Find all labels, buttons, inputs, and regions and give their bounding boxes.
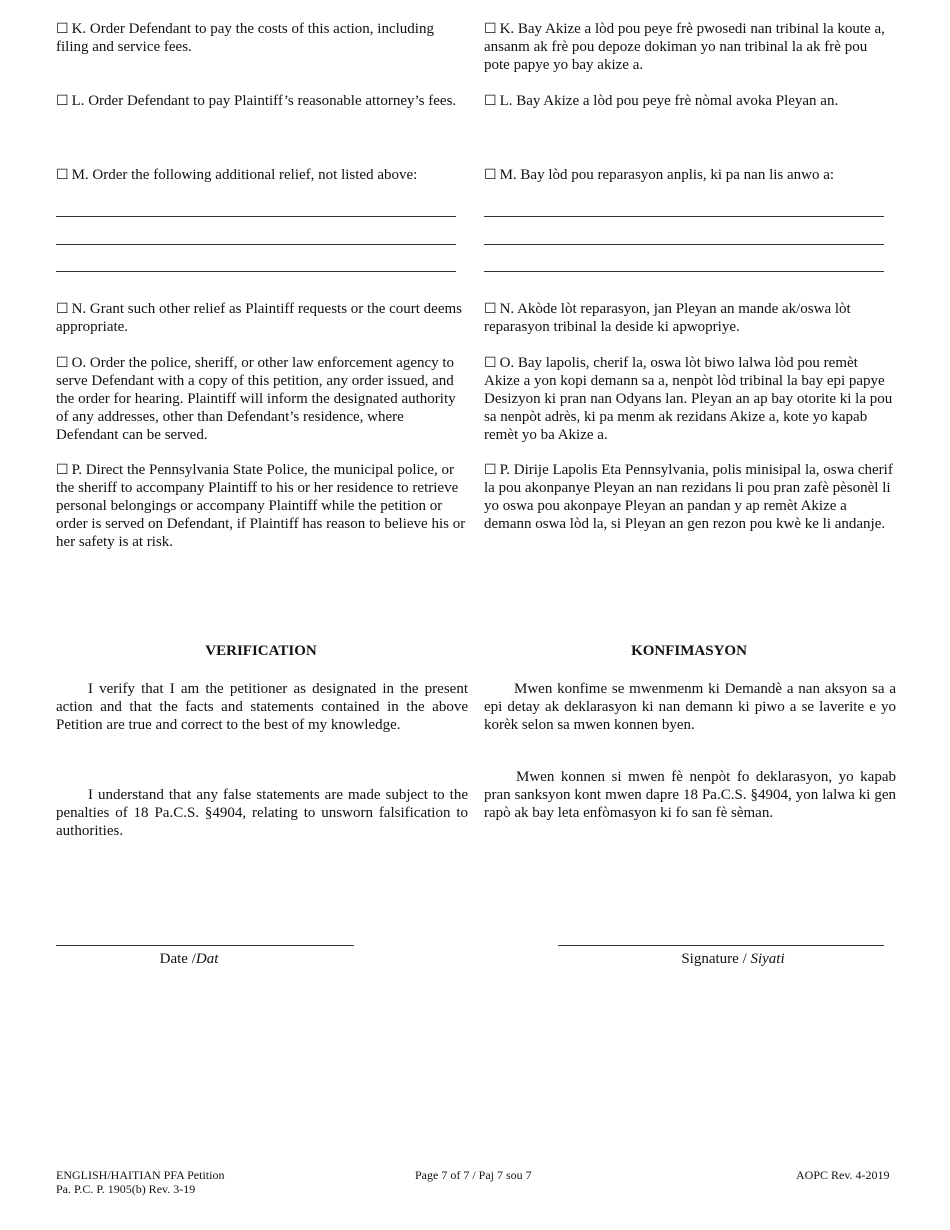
- item-l-en-text: L. Order Defendant to pay Plaintiff’s reasonable attorney’s fees.: [71, 93, 457, 109]
- relief-line-3-en[interactable]: [56, 271, 456, 272]
- relief-line-2-ht[interactable]: [484, 244, 884, 245]
- date-line[interactable]: [56, 945, 354, 946]
- checkbox-k-en[interactable]: ☐: [56, 21, 69, 37]
- checkbox-p-en[interactable]: ☐: [56, 462, 69, 478]
- item-k-ht-text: K. Bay Akize a lòd pou peye frè pwosedi nan tribinal la koute a, ansanm ak frè pou depoze dokiman yo nan tribinal la ak frè pou pote papye yo bay akize a.: [484, 21, 885, 73]
- checkbox-k-ht[interactable]: ☐: [484, 21, 497, 37]
- item-m-ht-text: M. Bay lòd pou reparasyon anplis, ki pa nan lis anwo a:: [499, 167, 835, 183]
- verification-paragraph-2-ht: Mwen konnen si mwen fè nenpòt fo deklarasyon, yo kapab pran sanksyon kont mwen dapre 18 Pa.C.S. §4904, yon lalwa ki gen rapò ak bay leta enfòmasyon ki fo san fè sèman.: [484, 769, 896, 821]
- footer-page-number: Page 7 of 7 / Paj 7 sou 7: [415, 1168, 532, 1182]
- item-m-en: [56, 166, 466, 184]
- item-n-en: [56, 300, 466, 336]
- item-k-en: [56, 20, 466, 56]
- relief-line-1-ht[interactable]: [484, 216, 884, 217]
- checkbox-o-en[interactable]: ☐: [56, 355, 69, 371]
- date-label-ht: Dat: [195, 951, 219, 967]
- item-n-ht: [484, 300, 894, 336]
- item-k-ht: [484, 20, 894, 74]
- item-l-en: [56, 92, 466, 110]
- item-p-en-text: P. Direct the Pennsylvania State Police, the municipal police, or the sheriff to accompany Plaintiff to his or her residence to retrieve personal belongings or accompany Plaintiff while the petition or order is served on Defendant, if Plaintiff has reason to believe his or her safety is at risk.: [56, 462, 466, 550]
- item-p-ht-text: P. Dirije Lapolis Eta Pennsylvania, polis minisipal la, oswa cherif la pou akonpanye Pleyan an nan rezidans li pou pran zafè pèsonèl li yo oswa pou akonpaye Pleyan an pandan y ap remèt Akize a demann oswa lòd la, si Pleyan an gen rezon pou kwè ke li andanje.: [484, 462, 893, 532]
- checkbox-m-en[interactable]: ☐: [56, 167, 69, 183]
- checkbox-o-ht[interactable]: ☐: [484, 355, 497, 371]
- item-l-ht: [484, 92, 894, 110]
- item-n-en-text: N. Grant such other relief as Plaintiff requests or the court deems appropriate.: [56, 301, 463, 335]
- item-o-ht: [484, 354, 894, 444]
- verification-title: VERIFICATION: [205, 643, 317, 659]
- signature-label: [570, 950, 896, 968]
- footer-form-name: ENGLISH/HAITIAN PFA Petition: [56, 1168, 225, 1182]
- footer-form-code: Pa. P.C. P. 1905(b) Rev. 3-19: [56, 1182, 196, 1196]
- date-label-en: Date /: [159, 951, 196, 967]
- checkbox-l-en[interactable]: ☐: [56, 93, 69, 109]
- item-l-ht-text: L. Bay Akize a lòd pou peye frè nòmal avoka Pleyan an.: [499, 93, 839, 109]
- date-label: [56, 950, 322, 968]
- item-p-en: [56, 461, 466, 551]
- item-m-ht: [484, 166, 894, 184]
- checkbox-m-ht[interactable]: ☐: [484, 167, 497, 183]
- item-n-ht-text: N. Akòde lòt reparasyon, jan Pleyan an mande ak/oswa lòt reparasyon tribinal la deside ki apwopriye.: [484, 301, 851, 335]
- item-o-en: [56, 354, 466, 444]
- checkbox-n-en[interactable]: ☐: [56, 301, 69, 317]
- relief-line-3-ht[interactable]: [484, 271, 884, 272]
- checkbox-l-ht[interactable]: ☐: [484, 93, 497, 109]
- item-p-ht: [484, 461, 894, 533]
- verification-paragraph-2-en: I understand that any false statements are made subject to the penalties of 18 Pa.C.S. §4904, relating to unsworn falsification to authorities.: [56, 787, 468, 839]
- konfimasyon-title: KONFIMASYON: [631, 643, 747, 659]
- checkbox-p-ht[interactable]: ☐: [484, 462, 497, 478]
- verification-paragraph-1-en: I verify that I am the petitioner as designated in the present action and that the facts and statements contained in the above Petition are true and correct to the best of my knowledge.: [56, 681, 468, 733]
- verification-paragraph-1-ht: Mwen konfime se mwenmenm ki Demandè a nan aksyon sa a epi detay ak deklarasyon ki nan demann ki piwo a se laverite e yo korèk selon sa mwen konnen byen.: [484, 681, 896, 733]
- signature-line[interactable]: [558, 945, 884, 946]
- signature-label-en: Signature /: [681, 951, 747, 967]
- relief-line-1-en[interactable]: [56, 216, 456, 217]
- item-o-en-text: O. Order the police, sheriff, or other law enforcement agency to serve Defendant with a copy of this petition, any order issued, and the order for hearing. Plaintiff will inform the designated authority of any addresses, other than Defendant’s residence, where Defendant can be served.: [56, 355, 456, 443]
- item-o-ht-text: O. Bay lapolis, cherif la, oswa lòt biwo lalwa lòd pou remèt Akize a yon kopi demann sa a, nenpòt lòd tribinal la bay epi papye Desizyon ki pran nan Odyans lan. Pleyan an ap bay otorite ki la pou sa nenpòt adrès, ki pa menm ak rezidans Akize a, kote yo kapab remèt yo ba Akize a.: [484, 355, 893, 443]
- footer-revision: AOPC Rev. 4-2019: [796, 1168, 890, 1182]
- item-k-en-text: K. Order Defendant to pay the costs of this action, including filing and service fees.: [56, 21, 434, 55]
- item-m-en-text: M. Order the following additional relief, not listed above:: [71, 167, 418, 183]
- signature-label-ht: Siyati: [750, 951, 785, 967]
- relief-line-2-en[interactable]: [56, 244, 456, 245]
- checkbox-n-ht[interactable]: ☐: [484, 301, 497, 317]
